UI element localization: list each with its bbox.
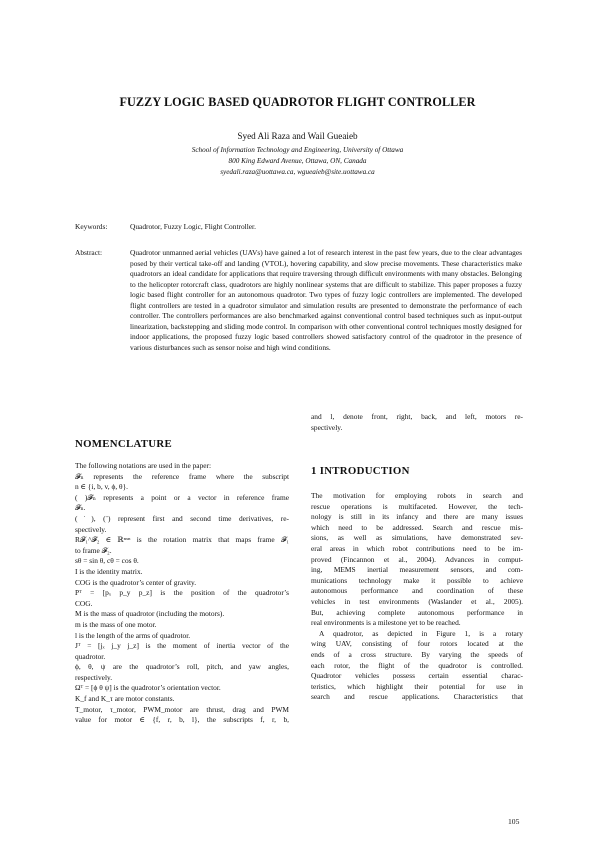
introduction-body	[311, 491, 523, 703]
introduction-line: wing UAV, consisting of four rotors located at the	[311, 639, 523, 649]
introduction-line: which need to be addressed. Search and rescue mis-	[311, 522, 523, 532]
introduction-line: But, achieving complete autonomous performance in	[311, 607, 523, 617]
nomenclature-line: ϕ, θ, ψ are the quadrotor’s roll, pitch, and yaw angles,	[75, 662, 289, 672]
affiliation-line: School of Information Technology and Engineering, University of Ottawa	[191, 146, 404, 154]
keywords-text: Quadrotor, Fuzzy Logic, Flight Controller.	[130, 222, 256, 231]
nomenclature-line: l is the length of the arms of quadrotor.	[75, 630, 191, 640]
nomenclature-line: K_f and K_τ are motor constants.	[75, 694, 175, 704]
nomenclature-line: and l, denote front, right, back, and left, motors re-	[311, 412, 523, 421]
introduction-line: Quadrotor vehicles possess certain essential charac-	[311, 671, 523, 681]
introduction-line: each rotor, the flight of the quadrotor is controlled.	[311, 660, 523, 670]
introduction-line: vehicles in test environments (Waslander et al., 2005).	[311, 596, 523, 606]
nomenclature-line: quadrotor.	[75, 651, 106, 661]
nomenclature-heading: NOMENCLATURE	[75, 438, 172, 450]
introduction-line: teristics, which highlight their potential for use in	[311, 681, 523, 691]
nomenclature-line: Pᵀ = [pₓ p_y p_z] is the position of the quadrotor’s	[75, 588, 289, 598]
author-emails[interactable]: syedali.raza@uottawa.ca, wgueaieb@site.uottawa.ca	[220, 168, 375, 176]
nomenclature-line: COG is the quadrotor’s center of gravity.	[75, 577, 197, 587]
introduction-line: A quadrotor, as depicted in Figure 1, is a rotary	[319, 628, 523, 638]
nomenclature-line: to frame 𝓕₂.	[75, 545, 112, 555]
nomenclature-line: The following notations are used in the paper:	[75, 461, 212, 470]
nomenclature-line: Jᵀ = [jₓ j_y j_z] is the moment of inertia vector of the	[75, 641, 289, 651]
affiliation-line: 800 King Edward Avenue, Ottawa, ON, Canada	[228, 157, 367, 165]
introduction-line: sions, as well as simulations, have demonstrated sev-	[311, 533, 523, 543]
introduction-line: ing, MEMS inertial measurement sensors, and com-	[311, 565, 523, 575]
nomenclature-body	[75, 461, 289, 726]
introduction-line: proved (Fincannon et al., 2004). Advances in comput-	[311, 554, 523, 564]
nomenclature-line: COG.	[75, 598, 93, 608]
nomenclature-line: 𝓕ₙ represents the reference frame where the subscript	[75, 471, 289, 481]
nomenclature-continuation	[311, 412, 523, 433]
author-list: Syed Ali Raza and Wail Gueaieb	[237, 131, 358, 141]
nomenclature-line: ( )𝓕ₙ represents a point or a vector in reference frame	[75, 492, 289, 502]
abstract-label: Abstract:	[75, 248, 103, 257]
nomenclature-line: (˙), (¨) represent first and second time derivatives, re-	[75, 513, 289, 523]
introduction-line: rescue operations is multifaceted. However, the tech-	[311, 501, 523, 511]
introduction-line: autonomous performance and coordination of these	[311, 586, 523, 596]
nomenclature-line: 𝓕ₙ.	[75, 503, 86, 513]
introduction-line: search and rescue applications. Characteristics that	[311, 692, 523, 702]
nomenclature-line: Ωᵀ = [ϕ θ ψ] is the quadrotor’s orientation vector.	[75, 683, 221, 693]
keywords-label: Keywords:	[75, 222, 108, 231]
nomenclature-line: value for motor ∈ {f, r, b, l}, the subscripts f, r, b,	[75, 715, 289, 725]
abstract-text: Quadrotor unmanned aerial vehicles (UAVs) have gained a lot of research interest in the past few years, due to the clear advantages posed by their vertical take-off and landing (VTOL), hovering capability, and slow precise movements. These characteristics make quadrotors an ideal candidate for applications that require traversing through difficult environments with many obstacles. Belonging to the helicopter rotorcraft class, quadrotors are highly nonlinear systems that are difficult to stabilize. This paper proposes a fuzzy logic based flight controller for an autonomous quadrotor. Two types of fuzzy logic controllers are implemented. The developed flight controllers are tested in a quadrotor simulator and simulation results are presented to demonstrate the performance of each controller. The controllers performances are also benchmarked against conventional control based techniques such as input-output linearization, backstepping and sliding mode control. In comparison with other conventional control techniques mostly designed for indoor applications, the proposed fuzzy logic based controllers showed satisfactory control of the quadrotor in the presence of various disturbances such as sensor noise and high wind conditions.	[130, 248, 522, 352]
nomenclature-line: n ∈ {i, b, v, ϕ, θ}.	[75, 482, 128, 492]
nomenclature-line: I is the identity matrix.	[75, 566, 143, 576]
introduction-line: real environments is a milestone yet to be reached.	[311, 618, 461, 628]
nomenclature-line: spectively.	[75, 524, 107, 534]
introduction-line: munications technology make it possible to achieve	[311, 575, 523, 585]
introduction-line: eral areas in which robot contributions need to be im-	[311, 543, 523, 553]
nomenclature-line: m is the mass of one motor.	[75, 619, 157, 629]
nomenclature-line: T_motor, τ_motor, PWM_motor are thrust, drag and PWM	[75, 704, 289, 714]
introduction-line: The motivation for employing robots in search and	[311, 491, 523, 500]
nomenclature-line: respectively.	[75, 672, 113, 682]
introduction-line: nology is still in its infancy and there are many issues	[311, 512, 523, 522]
introduction-line: ends of a cross structure. By varying the speeds of	[311, 649, 523, 659]
page-number: 105	[508, 817, 520, 826]
nomenclature-line: spectively.	[311, 422, 343, 432]
nomenclature-line: sθ = sin θ, cθ = cos θ.	[75, 556, 139, 566]
nomenclature-line: R𝓕₁^𝓕₂ ∈ ℝⁿˣⁿ is the rotation matrix that maps frame 𝓕₁	[75, 535, 289, 545]
paper-title: FUZZY LOGIC BASED QUADROTOR FLIGHT CONTROLLER	[119, 95, 476, 109]
introduction-heading: 1 INTRODUCTION	[311, 465, 410, 477]
nomenclature-line: M is the mass of quadrotor (including the motors).	[75, 609, 225, 619]
